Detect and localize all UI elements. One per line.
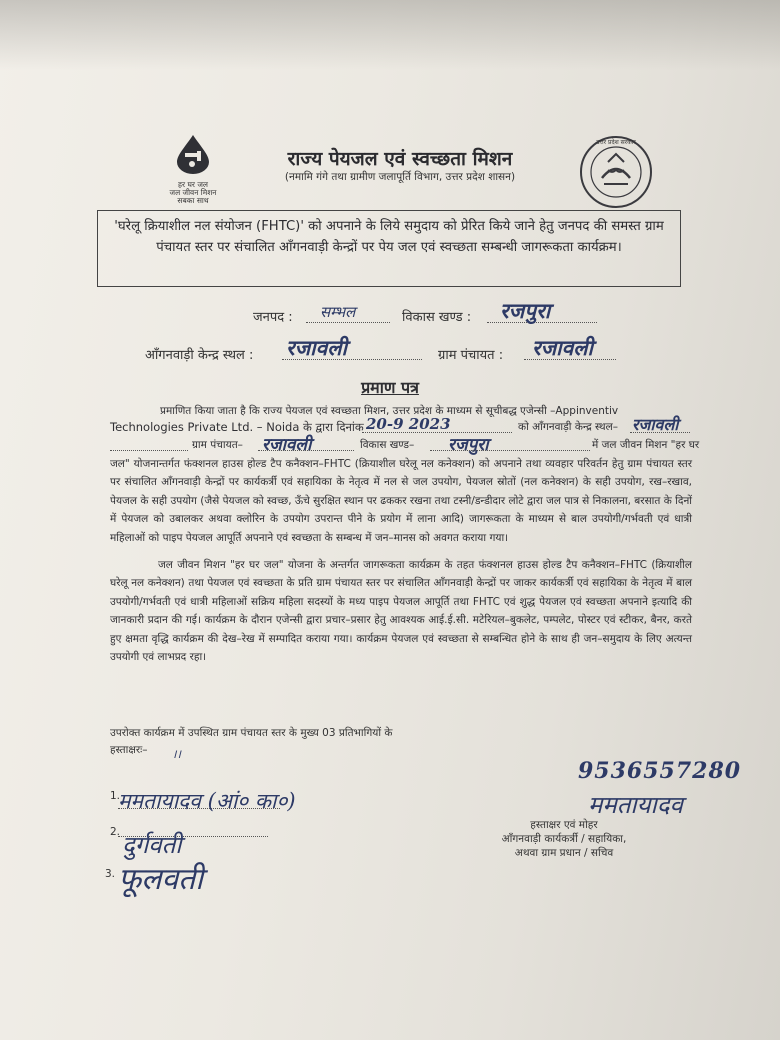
certificate-paragraph-2: जल जीवन मिशन "हर घर जल" योजना के अन्तर्गत जागरूकता कार्यक्रम के तहत फंक्शनल हाउस होल्ड टैप कनैक्शन–FHTC (क्रियाशील घरेलू नल कनेक्शन) तथा पेयजल एवं स्वच्छता के प्रति ग्राम पंचायत स्तर पर संचालित आँगनवाड़ी केन्द्रों पर जाकर कार्यकर्त्री एवं सहायिका के नेतृत्व में बाल उपयोगी/गर्भवती एवं धात्री महिलाओं सक्रिय महिला सदस्यों के मध्य पाइप पेयजल आपूर्ति तथा FHTC एवं शुद्ध पेयजल एवं स्वच्छता अपनाने इत्यादि की जानकारी प्रदान की गई। कार्यक्रम के दौरान एजेन्सी द्वारा प्रचार–प्रसार हेतु आवश्यक आई.ई.सी. मटेरियल–बुकलेट, पम्पलेट, पोस्टर एवं स्टीकर, बैनर, करते हुए क्षमता वृद्धि कार्यक्रम की देख–रेख में सम्पादित कराया गया। कार्यक्रम पेयजल एवं स्वच्छता से सम्बन्धित होने के साथ ही जन–समुदाय के लिए अत्यन्त उपयोगी एवं लाभप्रद रहा। [110,559,692,664]
stamp-signature: ममतायादव [588,791,683,819]
emblem-text: उत्तर प्रदेश सरकार [596,139,636,146]
signatory-3-signature: फूलवती [118,862,204,897]
mission-text: में जल जीवन मिशन "हर घर [592,439,700,451]
centre-value: रजावली [632,415,679,434]
line3-lead [110,450,188,451]
stamp-line-3: अथवा ग्राम प्रधान / सचिव [514,847,614,859]
program-title: 'घरेलू क्रियाशील नल संयोजन (FHTC)' को अपनाने के लिये समुदाय को प्रेरित किये जाने हेतु जनपद की समस्त ग्राम पंचायत स्तर पर संचालित आँगनवाड़ी केन्द्रों पर पेय जल एवं स्वच्छता सम्बन्धी जागरूकता कार्यक्रम। [114,219,664,255]
phone-number: 9536557280 [578,758,742,784]
panchayat-value: रजावली [262,435,312,455]
logo-caption: हर घर जल जल जीवन मिशन सबका साथ [169,180,217,205]
anganwadi-value: रजावली [286,335,347,360]
janpad-value: सम्भल [320,303,356,321]
mission-subtitle: (नमामि गंगे तथा ग्रामीण जलापूर्ति विभाग, उत्तर प्रदेश शासन) [284,171,516,183]
signatory-2-num: 2. [110,826,121,838]
anganwadi-label: आँगनवाड़ी केन्द्र स्थल : [145,348,254,363]
gram-panchayat-label: ग्राम पंचायत : [438,348,504,363]
vikas-khand-value: रजपुरा [500,298,551,323]
block-line [430,450,590,451]
stamp-block [484,818,644,860]
certificate-title: प्रमाण पत्र [361,378,419,397]
stamp-line-2: आँगनवाड़ी कार्यकर्त्री / सहायिका, [501,833,627,845]
panchayat-label: ग्राम पंचायत– [192,439,243,451]
water-drop-icon [171,133,215,175]
signatory-1-num: 1. [110,790,121,802]
certificate-line-2 [110,418,364,436]
mission-title: राज्य पेयजल एवं स्वच्छता मिशन [287,148,513,170]
block-value: रजपुरा [448,435,489,455]
agency-text: Technologies Private Ltd. – Noida के द्वारा दिनांक [110,420,364,434]
stamp-line-1: हस्ताक्षर एवं मोहर [530,819,598,831]
panchayat-line [258,450,354,451]
date-value: 20-9 2023 [366,415,451,433]
up-government-emblem [578,134,654,210]
vikas-khand-label: विकास खण्ड : [402,310,472,325]
block-label: विकास खण्ड– [360,439,415,451]
signatory-1-signature: ममतायादव (आं० का०) [118,789,296,813]
page-shadow [0,0,780,70]
hastakshar-label: हस्ताक्षरः– [110,744,148,756]
janpad-label: जनपद : [253,310,293,325]
certificate-paragraph-1: जल" योजनान्तर्गत फंक्शनल हाउस होल्ड टैप कनैक्शन–FHTC (क्रियाशील घरेलू नल कनेक्शन) को अपनाने तथा व्यवहार परिवर्तन हेतु ग्राम पंचायत स्तर पर संचालित आँगनवाड़ी केन्द्रों पर कार्यकर्त्री एवं सहायिका के नेतृत्व में नल से जल उपयोग, पेयजल स्रोतों (नल कनेक्शन) के सही उपयोग, रख–रखाव, पेयजल के सही उपयोग (जैसे पेयजल को स्वच्छ, ऊँचे सुरक्षित स्थान पर ढककर रखना तथा टस्नी/डन्डीदार लोटे द्वारा जल पात्र से निकालना, बरसात के दिनों में पेयजल को उबालकर अथवा क्लोरिन के उपयोग उपरान्त पीने के प्रयोग में लाना आदि) जागरूकता के माध्यम से बाल उपयोगी/गर्भवती एवं धात्री महिलाओं को पाइप पेयजल आपूर्ति अपनाने एवं स्वच्छता के सम्बन्ध में जन–मानस को अवगत कराया गया। [110,458,692,544]
gram-panchayat-value: रजावली [532,335,593,360]
centre-label: को आँगनवाड़ी केन्द्र स्थल– [518,421,618,433]
har-ghar-jal-logo [158,133,228,205]
hastakshar-mark: ।। [172,747,182,761]
signatories-intro: उपरोक्त कार्यक्रम में उपस्थित ग्राम पंचायत स्तर के मुख्य 03 प्रतिभागियों के [110,727,393,739]
signatory-2-signature: दुर्गवती [122,831,182,859]
janpad-line [306,322,390,323]
signatory-3-num: 3. [105,868,116,880]
certificate-line-1: प्रमाणित किया जाता है कि राज्य पेयजल एवं स्वच्छता मिशन, उत्तर प्रदेश के माध्यम से सूचीबद्ध एजेन्सी –Appinventiv [160,405,619,417]
